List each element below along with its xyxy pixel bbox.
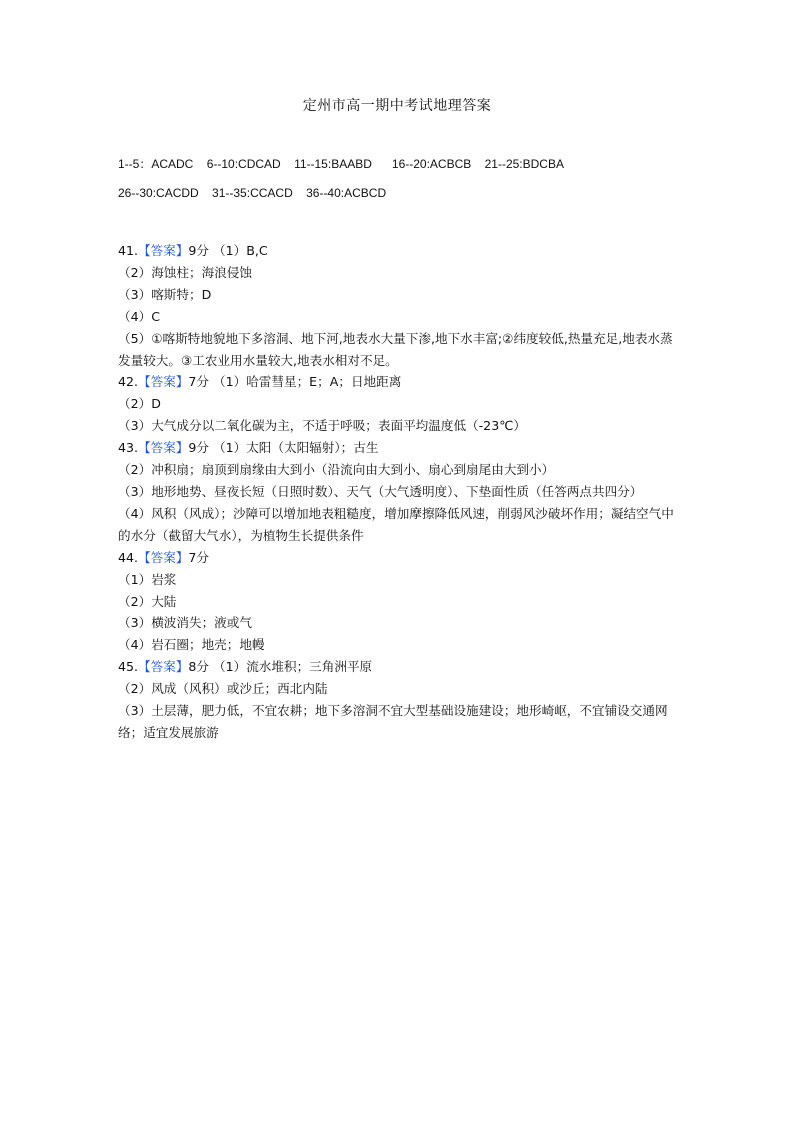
answer-line: （2）冲积扇；扇顶到扇缘由大到小（沿流向由大到小、扇心到扇尾由大到小） <box>118 462 555 478</box>
answer-section <box>118 240 678 744</box>
question-43-header <box>118 437 678 459</box>
answer-line: （3）地形地势、昼夜长短（日照时数）、天气（大气透明度）、下垫面性质（任答两点共四分） <box>118 483 643 499</box>
mc-group: 26--30:CACDD <box>118 186 199 200</box>
question-header-text: 9分 （1）太阳（太阳辐射）；古生 <box>188 440 379 456</box>
answer-line: （3）横波消失；液或气 <box>118 615 252 631</box>
question-number: 45. <box>118 659 139 675</box>
answer-line: （5）①喀斯特地貌地下多溶洞、地下河,地表水大量下渗,地下水丰富;②纬度较低,热量充足,地表水蒸发量较大。③工农业用水量较大,地表水相对不足。 <box>118 330 673 368</box>
mc-group: 11--15:BAABD <box>294 157 372 171</box>
answer-line: （4）风积（风成）；沙障可以增加地表粗糙度，增加摩擦降低风速，削弱风沙破坏作用；凝结空气中的水分（截留大气水），为植物生长提供条件 <box>118 505 674 543</box>
multiple-choice-row-2 <box>118 185 386 201</box>
mc-group: 1--5：ACADC <box>118 157 194 171</box>
question-number: 44. <box>118 549 139 565</box>
answer-tag: 【答案】 <box>138 659 189 675</box>
mc-group: 21--25:BDCBA <box>484 157 564 171</box>
answer-line: （2）风成（风积）或沙丘；西北内陆 <box>118 681 328 697</box>
question-header-text: 7分 <box>188 549 210 565</box>
question-header-text: 9分 （1）B,C <box>188 243 268 258</box>
answer-line: （1）岩浆 <box>118 571 177 587</box>
answer-tag: 【答案】 <box>138 440 189 456</box>
answer-line: （4）C <box>118 308 160 324</box>
mc-group: 31--35:CCACD <box>212 186 293 200</box>
answer-line: （3）大气成分以二氧化碳为主，不适于呼吸；表面平均温度低（-23℃） <box>118 418 526 434</box>
answer-line: （3）土层薄，肥力低，不宜农耕；地下多溶洞不宜大型基础设施建设；地形崎岖，不宜铺设交通网络；适宜发展旅游 <box>118 703 668 740</box>
answer-line: （2）大陆 <box>118 593 177 609</box>
multiple-choice-row-1 <box>118 156 564 172</box>
question-number: 43. <box>118 440 139 456</box>
answer-line: （4）岩石圈；地壳；地幔 <box>118 637 265 653</box>
question-45-header <box>118 656 678 678</box>
mc-group: 16--20:ACBCB <box>391 157 472 171</box>
answer-tag: 【答案】 <box>138 243 189 258</box>
mc-group: 6--10:CDCAD <box>206 157 281 171</box>
answer-line: （2）D <box>118 396 161 412</box>
question-number: 41. <box>118 243 139 258</box>
question-header-text: 8分 （1）流水堆积；三角洲平原 <box>188 659 373 675</box>
answer-tag: 【答案】 <box>138 549 189 565</box>
answer-line: （2）海蚀柱；海浪侵蚀 <box>118 264 252 280</box>
question-42-header <box>118 371 678 393</box>
page-title: 定州市高一期中考试地理答案 <box>302 98 492 114</box>
answer-tag: 【答案】 <box>138 374 189 390</box>
question-44-header <box>118 547 678 569</box>
mc-group: 36--40:ACBCD <box>306 186 387 200</box>
question-number: 42. <box>118 374 139 390</box>
answer-line: （3）喀斯特；D <box>118 286 212 302</box>
question-header-text: 7分 （1）哈雷彗星；E；A；日地距离 <box>188 374 402 390</box>
question-41-header <box>118 240 678 262</box>
